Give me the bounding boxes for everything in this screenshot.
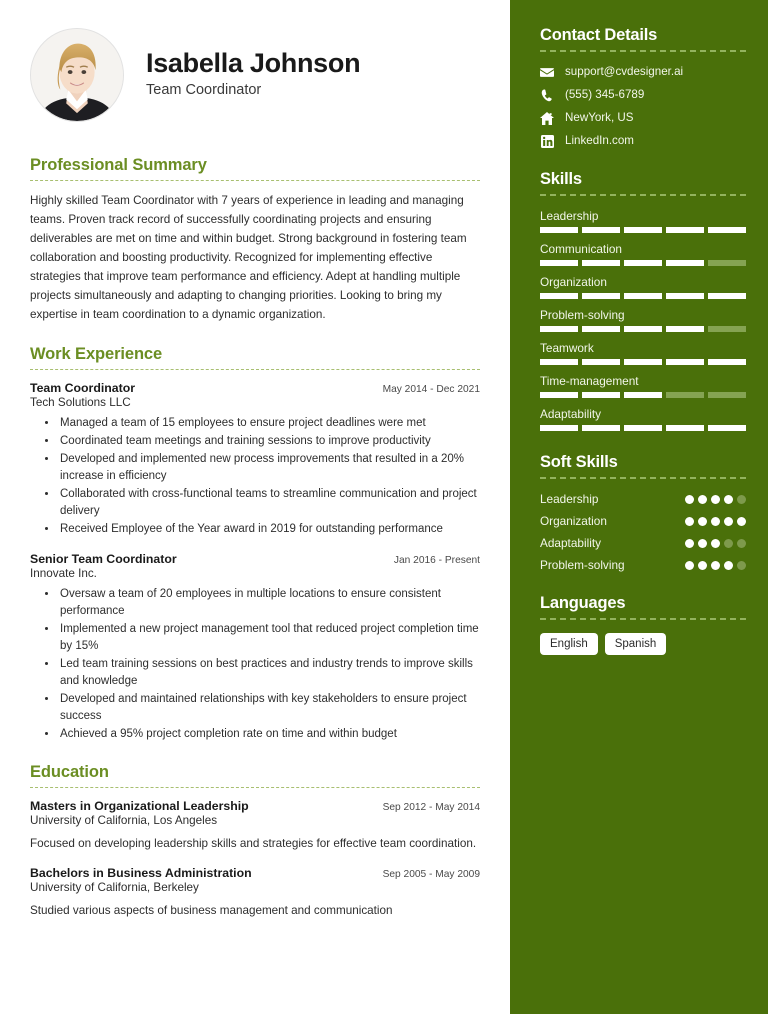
skill-segment: [540, 227, 578, 233]
soft-skill-dot: [698, 495, 707, 504]
skill-segment: [624, 227, 662, 233]
education-degree: Bachelors in Business Administration: [30, 866, 252, 881]
skill-segment: [666, 260, 704, 266]
name-block: [146, 48, 360, 102]
work-company: Innovate Inc.: [30, 566, 97, 580]
soft-skill-dot: [711, 517, 720, 526]
skill-segment: [582, 392, 620, 398]
skill-segment: [666, 359, 704, 365]
skill-name: Teamwork: [540, 341, 594, 355]
soft-skill-dot: [698, 539, 707, 548]
work-experience-item: [30, 381, 480, 538]
education-list: [30, 799, 480, 920]
education-item: [30, 866, 480, 920]
soft-skill-dot: [724, 561, 733, 570]
skills-list: [540, 209, 746, 431]
work-bullet-list: [30, 415, 480, 538]
divider: [540, 477, 746, 479]
home-icon: [540, 111, 554, 125]
skill-item: [540, 407, 746, 431]
skill-segment: [540, 293, 578, 299]
soft-skills-section: [540, 453, 746, 572]
soft-skill-rating: [685, 561, 746, 570]
skill-item: [540, 374, 746, 398]
education-item-header: [30, 799, 480, 813]
skill-item: [540, 275, 746, 299]
skill-item: [540, 341, 746, 365]
soft-skill-rating: [685, 517, 746, 526]
education-school: University of California, Los Angeles: [30, 813, 218, 827]
skill-segment: [582, 359, 620, 365]
soft-skill-name: Problem-solving: [540, 558, 625, 572]
soft-skill-rating: [685, 539, 746, 548]
skill-item: [540, 209, 746, 233]
soft-skill-dot: [737, 561, 746, 570]
education-date-range: Sep 2012 - May 2014: [382, 801, 480, 813]
education-description: Studied various aspects of business management and communication: [30, 904, 393, 918]
soft-skill-dot: [737, 495, 746, 504]
soft-skill-dot: [724, 517, 733, 526]
person-job-title: Team Coordinator: [146, 82, 262, 99]
skill-segment: [708, 326, 746, 332]
skill-name: Communication: [540, 242, 622, 256]
work-bullet: • Collaborated with cross-functional teams to streamline communication and project delivery: [58, 486, 480, 520]
soft-skill-dot: [737, 539, 746, 548]
skill-segment: [540, 425, 578, 431]
skill-name: Time-management: [540, 374, 639, 388]
soft-skill-dot: [737, 517, 746, 526]
soft-skills-list: [540, 492, 746, 572]
soft-skill-dot: [711, 561, 720, 570]
skill-name: Leadership: [540, 209, 599, 223]
summary-text: Highly skilled Team Coordinator with 7 years of experience in leading and managing teams. Proven track record of successfully coordinating projects and ensuring deliverables are met on time and within budget. Strong background in fostering team collaboration and boosting productivity. Recognized for implementing effective strategies that improve team performance and efficiency. Adept at handling multiple projects simultaneously and adapting to changing priorities. Looking to bring my expertise in team coordination to a dynamic organization.: [30, 194, 467, 321]
divider: [540, 194, 746, 196]
education-school: University of California, Berkeley: [30, 881, 199, 895]
language-tag: English: [540, 633, 598, 655]
contact-value: NewYork, US: [565, 111, 634, 125]
work-experience-item: [30, 552, 480, 743]
contact-row[interactable]: [540, 88, 746, 102]
skill-segment: [708, 392, 746, 398]
work-bullet: • Led team training sessions on best practices and industry trends to improve skills and knowledge: [58, 656, 480, 690]
skill-rating-bar: [540, 425, 746, 431]
soft-skill-item: [540, 492, 746, 506]
soft-skill-dot: [685, 517, 694, 526]
resume-header: [30, 28, 480, 122]
sidebar-title-languages: Languages: [540, 594, 626, 612]
soft-skill-dot: [685, 539, 694, 548]
skill-segment: [708, 293, 746, 299]
soft-skill-dot: [711, 495, 720, 504]
work-bullet: • Developed and maintained relationships with key stakeholders to ensure project success: [58, 691, 480, 725]
education-item: [30, 799, 480, 853]
sidebar-title-skills: Skills: [540, 170, 582, 188]
work-experience-section: [30, 345, 480, 743]
work-bullet-list: [30, 586, 480, 743]
skill-segment: [624, 359, 662, 365]
divider: [30, 180, 480, 181]
sidebar-title-contact: Contact Details: [540, 26, 658, 44]
soft-skill-dot: [685, 561, 694, 570]
soft-skill-dot: [698, 561, 707, 570]
phone-icon: [540, 88, 554, 102]
education-date-range: Sep 2005 - May 2009: [382, 869, 480, 881]
skill-segment: [666, 227, 704, 233]
languages-list: [540, 633, 746, 655]
linkedin-icon: [540, 134, 554, 148]
contact-details-section: [540, 26, 746, 148]
work-company: Tech Solutions LLC: [30, 395, 131, 409]
skill-rating-bar: [540, 326, 746, 332]
divider: [540, 50, 746, 52]
envelope-icon: [540, 65, 554, 79]
soft-skill-name: Leadership: [540, 492, 599, 506]
skill-segment: [624, 392, 662, 398]
work-bullet: • Implemented a new project management tool that reduced project completion time by 15%: [58, 621, 480, 655]
skill-segment: [708, 359, 746, 365]
skill-item: [540, 242, 746, 266]
skill-segment: [624, 293, 662, 299]
sidebar-title-soft-skills: Soft Skills: [540, 453, 618, 471]
work-item-header: [30, 552, 480, 566]
soft-skill-dot: [711, 539, 720, 548]
work-item-header: [30, 381, 480, 395]
skill-segment: [666, 392, 704, 398]
skill-rating-bar: [540, 359, 746, 365]
skill-name: Adaptability: [540, 407, 601, 421]
section-title-work: Work Experience: [30, 344, 163, 363]
skill-segment: [624, 260, 662, 266]
skill-name: Organization: [540, 275, 607, 289]
skill-name: Problem-solving: [540, 308, 625, 322]
avatar: [30, 28, 124, 122]
divider: [30, 787, 480, 788]
skill-segment: [582, 425, 620, 431]
skill-segment: [540, 260, 578, 266]
contact-value: LinkedIn.com: [565, 134, 634, 148]
skill-segment: [540, 392, 578, 398]
soft-skill-item: [540, 514, 746, 528]
skill-segment: [582, 326, 620, 332]
work-bullet: • Developed and implemented new process improvements that resulted in a 20% increase in efficiency: [58, 451, 480, 485]
work-bullet: • Managed a team of 15 employees to ensure project deadlines were met: [58, 415, 480, 432]
work-date-range: Jan 2016 - Present: [393, 554, 480, 566]
work-bullet: • Oversaw a team of 20 employees in multiple locations to ensure consistent performance: [58, 586, 480, 620]
skill-segment: [540, 326, 578, 332]
soft-skill-dot: [724, 539, 733, 548]
work-job-title: Senior Team Coordinator: [30, 551, 177, 566]
skill-segment: [582, 227, 620, 233]
professional-summary-section: [30, 156, 480, 325]
contact-row[interactable]: [540, 111, 746, 125]
contact-row[interactable]: [540, 65, 746, 79]
language-tag: Spanish: [605, 633, 667, 655]
skill-rating-bar: [540, 260, 746, 266]
skill-segment: [708, 425, 746, 431]
soft-skill-dot: [685, 495, 694, 504]
skill-segment: [624, 425, 662, 431]
education-section: [30, 763, 480, 920]
work-bullet: • Achieved a 95% project completion rate on time and within budget: [58, 726, 480, 743]
divider: [540, 618, 746, 620]
skill-rating-bar: [540, 227, 746, 233]
skill-segment: [582, 293, 620, 299]
soft-skill-name: Organization: [540, 514, 607, 528]
work-date-range: May 2014 - Dec 2021: [382, 383, 480, 395]
soft-skill-dot: [698, 517, 707, 526]
soft-skill-name: Adaptability: [540, 536, 601, 550]
languages-section: [540, 594, 746, 655]
skill-segment: [666, 326, 704, 332]
sidebar-column: [510, 0, 768, 1014]
section-title-education: Education: [30, 762, 109, 781]
section-title-summary: Professional Summary: [30, 156, 207, 174]
soft-skill-rating: [685, 495, 746, 504]
soft-skill-item: [540, 558, 746, 572]
profile-photo-icon: [31, 29, 123, 121]
work-bullet: • Received Employee of the Year award in 2019 for outstanding performance: [58, 521, 480, 538]
skill-segment: [582, 260, 620, 266]
skill-segment: [624, 326, 662, 332]
contact-value: (555) 345-6789: [565, 88, 645, 102]
skill-rating-bar: [540, 392, 746, 398]
skills-section: [540, 170, 746, 431]
person-name: Isabella Johnson: [146, 47, 361, 78]
education-degree: Masters in Organizational Leadership: [30, 798, 249, 813]
contact-list: [540, 65, 746, 148]
skill-segment: [666, 425, 704, 431]
work-list: [30, 381, 480, 743]
education-description: Focused on developing leadership skills and strategies for effective team coordination.: [30, 836, 477, 850]
soft-skill-dot: [724, 495, 733, 504]
skill-segment: [708, 227, 746, 233]
soft-skill-item: [540, 536, 746, 550]
education-item-header: [30, 866, 480, 880]
work-job-title: Team Coordinator: [30, 380, 135, 395]
contact-row[interactable]: [540, 134, 746, 148]
skill-segment: [666, 293, 704, 299]
skill-segment: [708, 260, 746, 266]
skill-rating-bar: [540, 293, 746, 299]
skill-segment: [540, 359, 578, 365]
divider: [30, 369, 480, 370]
contact-value: support@cvdesigner.ai: [565, 65, 684, 79]
work-bullet: • Coordinated team meetings and training sessions to improve productivity: [58, 433, 480, 450]
skill-item: [540, 308, 746, 332]
